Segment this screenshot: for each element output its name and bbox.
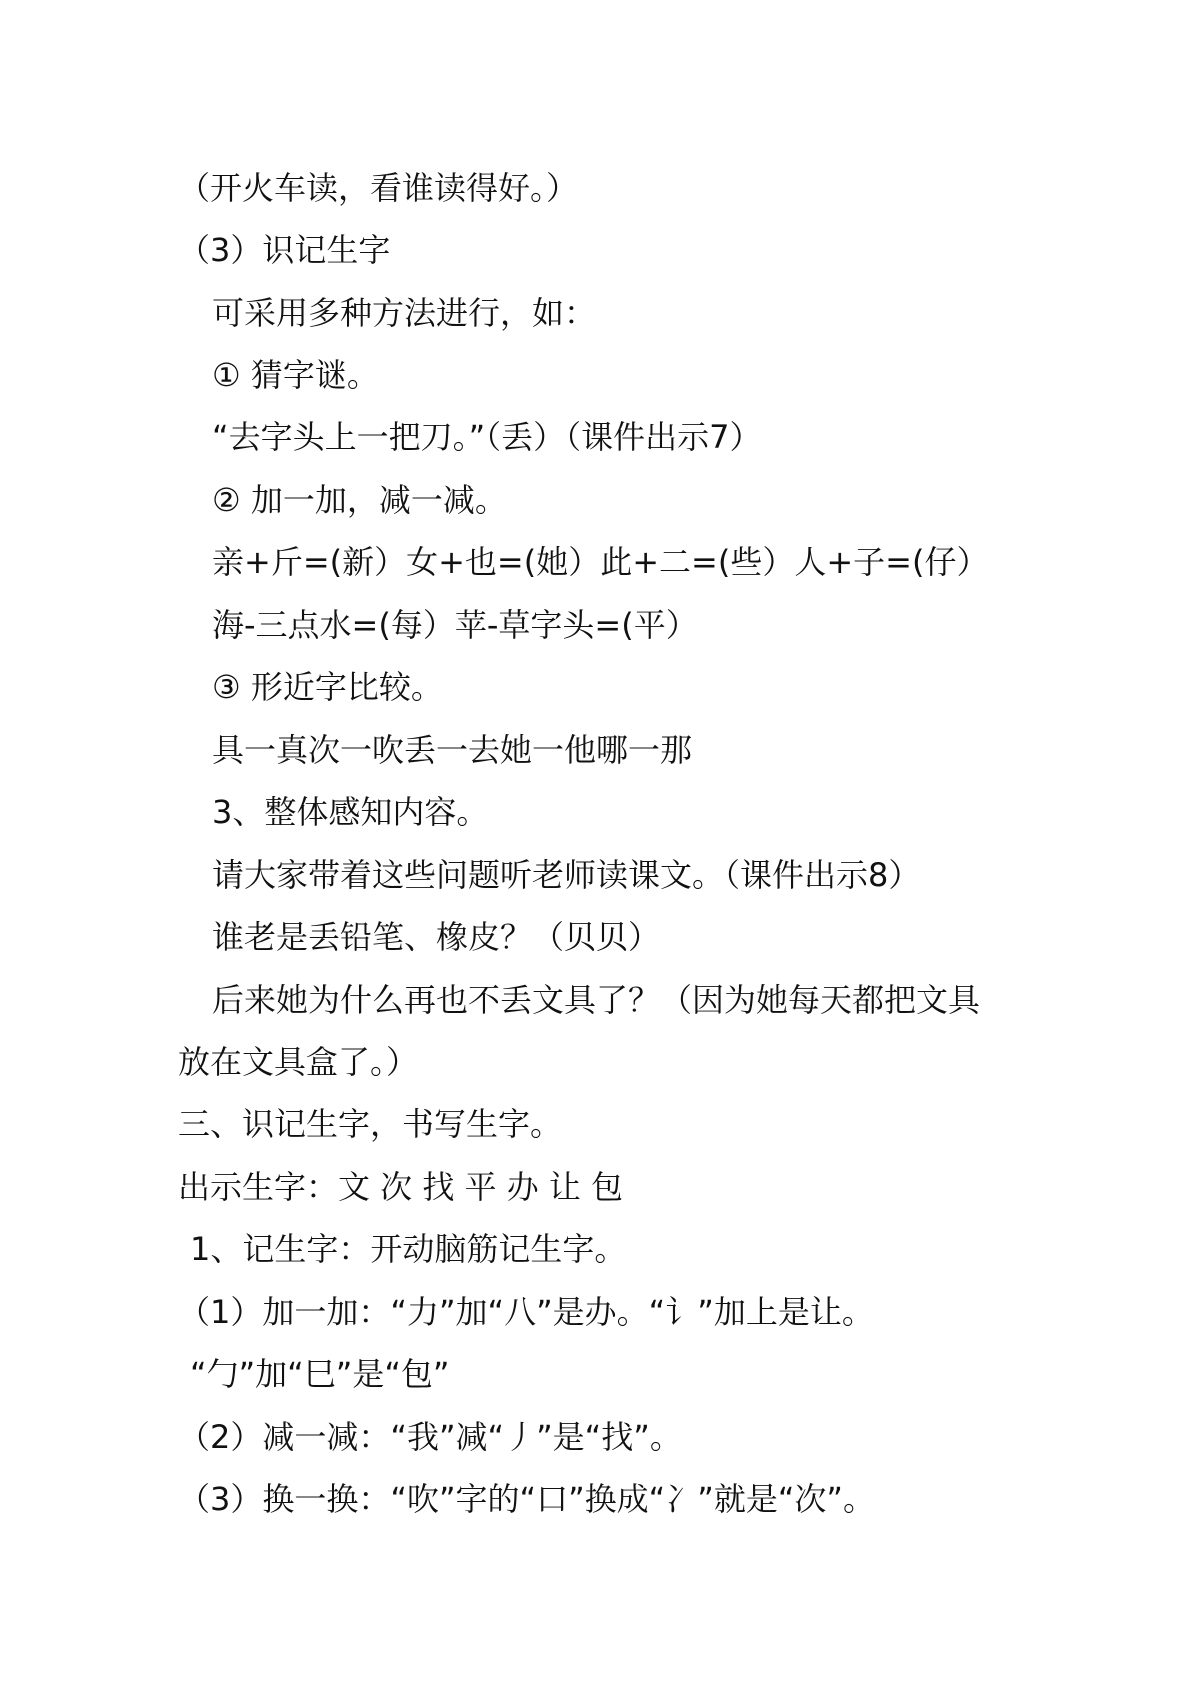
text-line-20: “勹”加“巳”是“包” <box>190 1355 450 1393</box>
text-line-22: （3）换一换：“吹”字的“口”换成“冫”就是“次”。 <box>178 1480 875 1518</box>
text-line-5: “去字头上一把刀。”（丢）（课件出示7） <box>212 418 762 456</box>
text-line-21: （2）减一减：“我”减“丿”是“找”。 <box>178 1418 682 1456</box>
text-line-3: 可采用多种方法进行，如： <box>212 294 597 332</box>
text-line-12: 请大家带着这些问题听老师读课文。（课件出示8） <box>212 856 921 894</box>
text-line-19: （1）加一加：“力”加“八”是办。“讠”加上是让。 <box>178 1293 874 1331</box>
text-line-14: 后来她为什么再也不丢文具了？（因为她每天都把文具 <box>212 981 981 1019</box>
text-line-18: 1、记生字：开动脑筋记生字。 <box>190 1230 627 1268</box>
text-line-2: （3）识记生字 <box>178 231 391 269</box>
text-line-17: 出示生字：文 次 找 平 办 让 包 <box>178 1168 624 1206</box>
text-line-9: ③ 形近字比较。 <box>212 668 443 706</box>
text-line-8: 海-三点水=(每）苹-草字头=(平） <box>212 606 698 644</box>
text-line-10: 具一真次一吹丢一去她一他哪一那 <box>212 731 693 769</box>
text-line-13: 谁老是丢铅笔、橡皮？（贝贝） <box>212 918 661 956</box>
text-line-11: 3、整体感知内容。 <box>212 793 489 831</box>
text-line-1: （开火车读，看谁读得好。） <box>178 169 579 207</box>
text-line-15: 放在文具盒了。） <box>178 1043 419 1081</box>
text-line-6: ② 加一加，减一减。 <box>212 481 507 519</box>
text-line-7: 亲+斤=(新）女+也=(她）此+二=(些）人+子=(仔） <box>212 543 989 581</box>
section-heading: 三、识记生字，书写生字。 <box>178 1105 563 1143</box>
text-line-4: ① 猜字谜。 <box>212 356 379 394</box>
